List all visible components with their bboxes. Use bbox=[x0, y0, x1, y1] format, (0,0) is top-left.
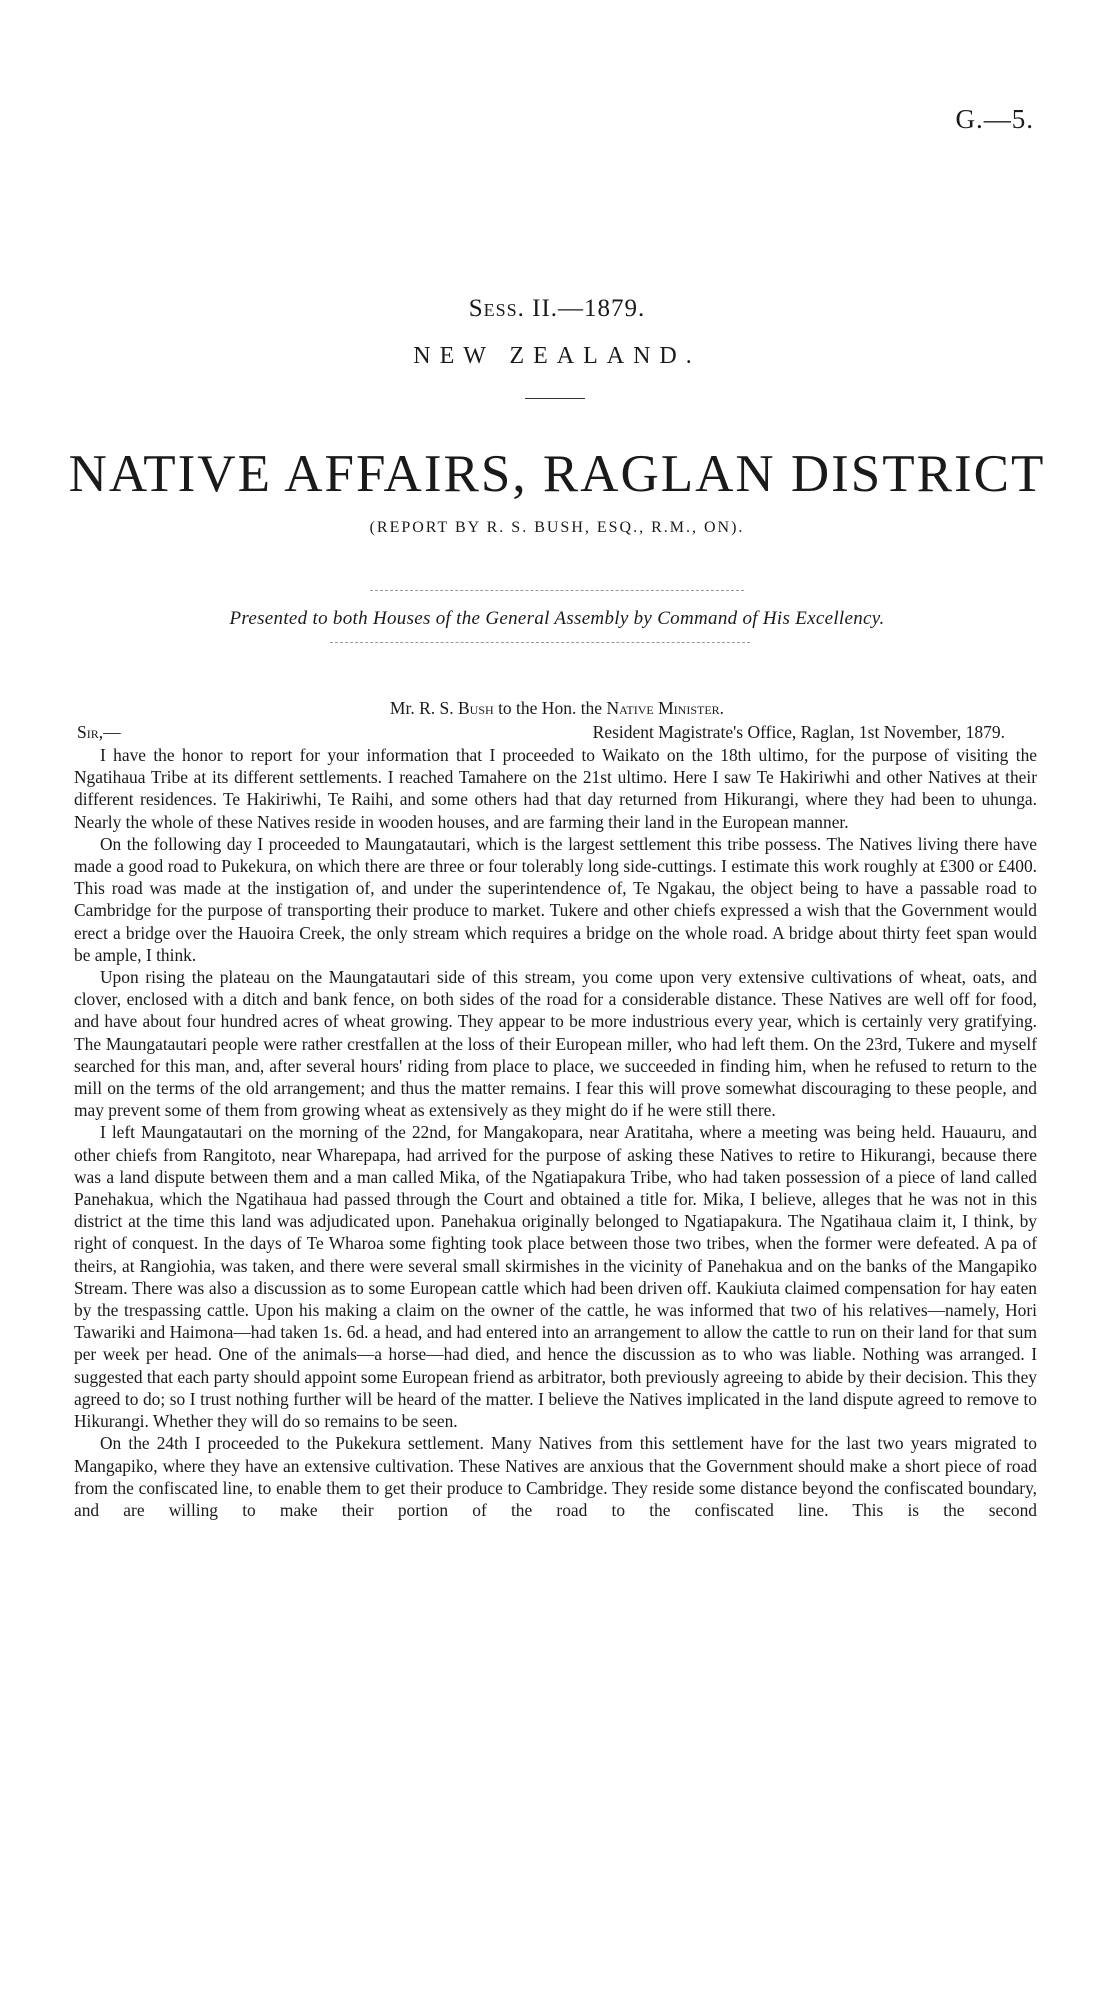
heading-prefix: Mr. R. S. bbox=[389, 698, 458, 718]
presented-line: Presented to both Houses of the General Assembly by Command of His Excellency. bbox=[229, 608, 885, 629]
letter-heading bbox=[0, 698, 1114, 719]
heading-mid: to the Hon. the bbox=[493, 698, 607, 718]
report-title: NATIVE AFFAIRS, RAGLAN DISTRICT bbox=[68, 445, 1046, 503]
paragraph-3: Upon rising the plateau on the Maungatautari side of this stream, you come upon very extensive cultivations of wheat, oats, and clover, enclosed with a ditch and bank fence, on both sides of the road for a considerable distance. These Natives are well off for food, and have about four hundred acres of wheat growing. They appear to be more industrious every year, which is certainly very gratifying. The Maungatautari people were rather crestfallen at the loss of their European miller, who had left them. On the 23rd, Tukere and myself searched for this man, and, after several hours' riding from place to place, we succeeded in finding him, when he refused to return to the mill on the terms of the old arrangement; and thus the matter remains. I fear this will prove somewhat discouraging to these people, and may prevent some of them from growing wheat as extensively as they might do if he were still there. bbox=[74, 967, 1037, 1121]
heading-bush: Bush bbox=[458, 698, 494, 718]
paragraph-4: I left Maungatautari on the morning of the 22nd, for Mangakopara, near Aratitaha, where a meeting was being held. Hauauru, and other chiefs from Rangitoto, near Wharepapa, had arrived for the purpose of asking these Natives to retire to Hikurangi, because there was a land dispute between them and a man called Mika, of the Ngatiapakura Tribe, who had taken possession of a piece of land called Panehakua, which the Ngatihaua had passed through the Court and obtained a title for. Mika, I believe, alleges that he was not in this district at the time this land was adjudicated upon. Panehakua originally belonged to Ngatiapakura. The Ngatihaua claim it, I think, by right of conquest. In the days of Te Wharoa some fighting took place between those two tribes, when the former were defeated. A pa of theirs, at Rangiohia, was taken, and there were several small skirmishes in the vicinity of Panehakua and on the banks of the Mangapiko Stream. There was also a discussion as to some European cattle which had been driven off. Kaukiuta claimed compensation for hay eaten by the trespassing cattle. Upon his making a claim on the owner of the cattle, he was informed that two of his relatives—namely, Hori Tawariki and Haimona—had taken 1s. 6d. a head, and had entered into an arrangement to allow the cattle to run on their land for that sum per week per head. One of the animals—a horse—had died, and hence the discussion as to who was liable. Nothing was arranged. I suggested that each party should appoint some European friend as arbitrator, both previously agreeing to abide by their decision. This they agreed to do; so I trust nothing further will be heard of the matter. I believe the Natives implicated in the land dispute agreed to remove to Hikurangi. Whether they will do so remains to be seen. bbox=[74, 1122, 1037, 1432]
lower-dashed-rule bbox=[330, 642, 750, 643]
paragraph-2: On the following day I proceeded to Maungatautari, which is the largest settlement this tribe possess. The Natives living there have made a good road to Pukekura, on which there are three or four tolerably long side-cuttings. I estimate this work roughly at £300 or £400. This road was made at the instigation of, and under the superintendence of, Te Ngakau, the object being to have a passable road to Cambridge for the purpose of transporting their produce to market. Tukere and other chiefs expressed a wish that the Government would erect a bridge over the Hauoira Creek, the only stream which requires a bridge on the whole road. A bridge about thirty feet span would be ample, I think. bbox=[74, 833, 1037, 965]
letter-body bbox=[74, 744, 1037, 1521]
document-code: G.—5. bbox=[955, 104, 1034, 134]
report-subtitle: (REPORT BY R. S. BUSH, ESQ., R.M., ON). bbox=[369, 519, 745, 536]
paragraph-5: On the 24th I proceeded to the Pukekura settlement. Many Natives from this settlement have for the last two years migrated to Mangapiko, where they have an extensive cultivation. These Natives are anxious that the Government should make a short piece of road from the confiscated line, to enable them to get their produce to Cambridge. They reside some distance beyond the confiscated boundary, and are willing to make their portion of the road to the confiscated line. This is the second bbox=[74, 1433, 1037, 1520]
paragraph-1: I have the honor to report for your information that I proceeded to Waikato on the 18th ultimo, for the purpose of visiting the Ngatihaua Tribe at its different settlements. I reached Tamahere on the 21st ultimo. Here I saw Te Hakiriwhi and other Natives at their different residences. Te Hakiriwhi, Te Raihi, and some others had that day returned from Hikurangi, where they had been to uhunga. Nearly the whole of these Natives reside in wooden houses, and are farming their land in the European manner. bbox=[74, 745, 1037, 832]
salutation: Sir,— bbox=[77, 722, 121, 742]
upper-dashed-rule bbox=[370, 590, 744, 591]
title-divider bbox=[525, 398, 585, 399]
heading-minister: Native Minister. bbox=[606, 698, 725, 718]
country-line: NEW ZEALAND. bbox=[413, 343, 701, 369]
sender-address: Resident Magistrate's Office, Raglan, 1st November, 1879. bbox=[592, 722, 1005, 742]
session-line: Sess. II.—1879. bbox=[468, 295, 646, 322]
